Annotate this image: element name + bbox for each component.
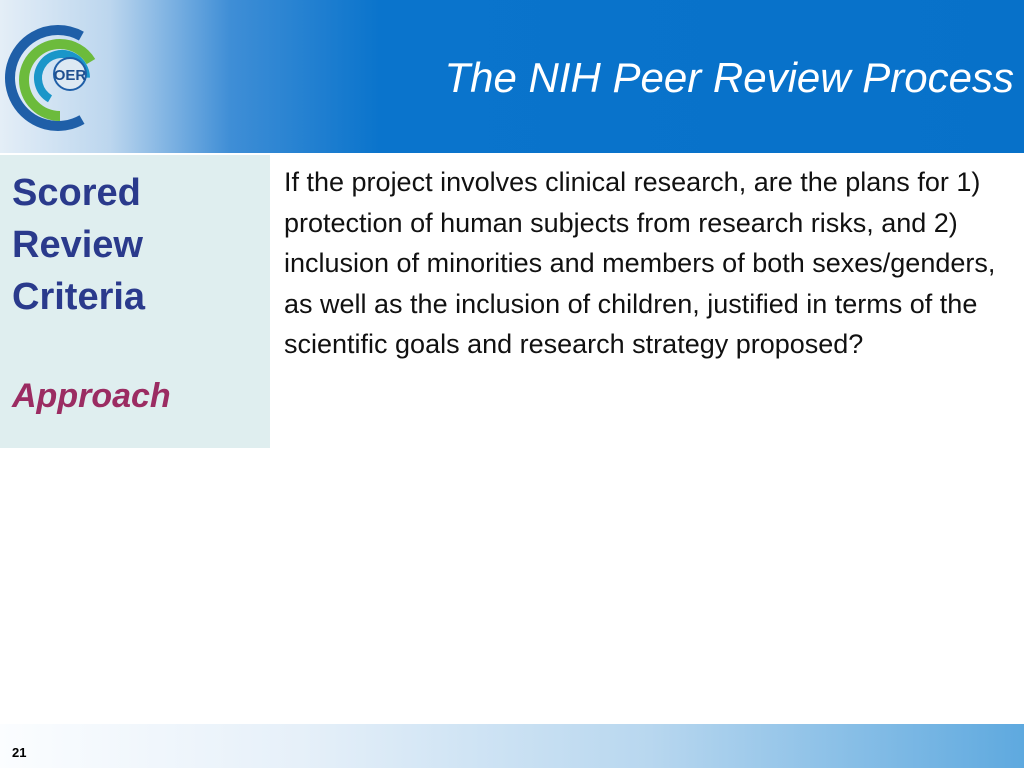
oer-logo bbox=[4, 24, 112, 132]
logo-text: OER bbox=[53, 67, 87, 84]
slide-footer bbox=[0, 724, 1024, 768]
page-title: The NIH Peer Review Process bbox=[444, 54, 1014, 101]
slide-header bbox=[0, 0, 1024, 153]
page-number: 21 bbox=[12, 745, 27, 760]
criteria-subheading: Approach bbox=[12, 377, 171, 415]
criteria-question: If the project involves clinical research, are the plans for 1) protection of human subjects from research risks, and 2) inclusion of minorities and members of both sexes/genders, as well as the inclusion of children, justified in terms of the scientific goals and research strategy proposed? bbox=[284, 167, 996, 359]
criteria-heading: Scored Review Criteria bbox=[12, 172, 146, 318]
